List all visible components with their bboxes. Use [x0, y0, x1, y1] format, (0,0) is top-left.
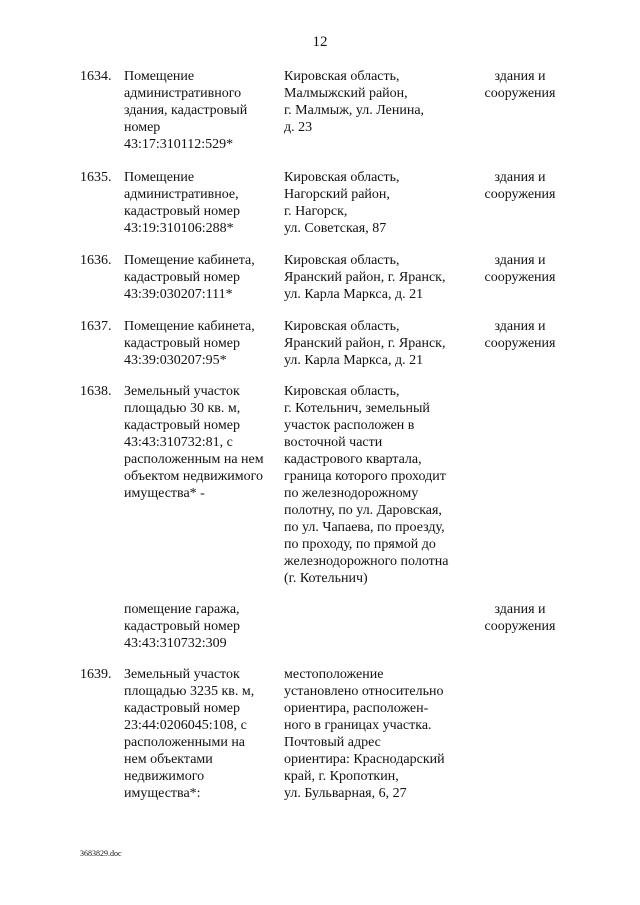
object-address: местоположение установлено относительно ориентира, расположен- ного в границах участка. Почтовый адрес ориентира: Краснодарский край, г. Кропоткин, ул. Бульварная, 6, 27: [284, 667, 445, 801]
document-filename: 3683829.doc: [80, 849, 122, 858]
object-description: Помещение административное, кадастровый номер 43:19:310106:288*: [124, 170, 240, 236]
object-category: здания и сооружения: [484, 170, 556, 202]
object-description: Земельный участок площадью 30 кв. м, кадастровый номер 43:43:310732:81, с расположенным на нем объектом недвижимого имущества* -: [124, 384, 264, 501]
entry-number: 1635.: [80, 170, 112, 185]
object-category: здания и сооружения: [484, 602, 556, 634]
object-address: Кировская область, Нагорский район, г. Нагорск, ул. Советская, 87: [284, 170, 400, 236]
page-number: 12: [312, 34, 328, 50]
object-address: Кировская область, Яранский район, г. Яранск, ул. Карла Маркса, д. 21: [284, 253, 446, 302]
entry-number: 1636.: [80, 253, 112, 268]
object-description: Помещение кабинета, кадастровый номер 43:39:030207:111*: [124, 253, 255, 302]
object-category: здания и сооружения: [484, 253, 556, 285]
object-address: Кировская область, г. Котельнич, земельный участок расположен в восточной части кадастрового квартала, граница которого проходит по железнодорожному полотну, по ул. Даровская, по ул. Чапаева, по проезду, по проходу, по прямой до железнодорожного полотна (г. Котельнич): [284, 384, 449, 586]
object-description: Помещение кабинета, кадастровый номер 43:39:030207:95*: [124, 319, 255, 368]
object-address: Кировская область, Яранский район, г. Яранск, ул. Карла Маркса, д. 21: [284, 319, 446, 368]
object-category: здания и сооружения: [484, 69, 556, 101]
entry-number: 1638.: [80, 384, 112, 399]
object-description: Земельный участок площадью 3235 кв. м, кадастровый номер 23:44:0206045:108, с расположенными на нем объектами недвижимого имущества*:: [124, 667, 255, 801]
entry-number: 1639.: [80, 667, 112, 682]
object-category: здания и сооружения: [484, 319, 556, 351]
object-description: Помещение административного здания, кадастровый номер 43:17:310112:529*: [124, 69, 248, 152]
object-description: помещение гаража, кадастровый номер 43:43:310732:309: [124, 602, 240, 651]
entry-number: 1634.: [80, 69, 112, 84]
entry-number: 1637.: [80, 319, 112, 334]
object-address: Кировская область, Малмыжский район, г. Малмыж, ул. Ленина, д. 23: [284, 69, 425, 135]
